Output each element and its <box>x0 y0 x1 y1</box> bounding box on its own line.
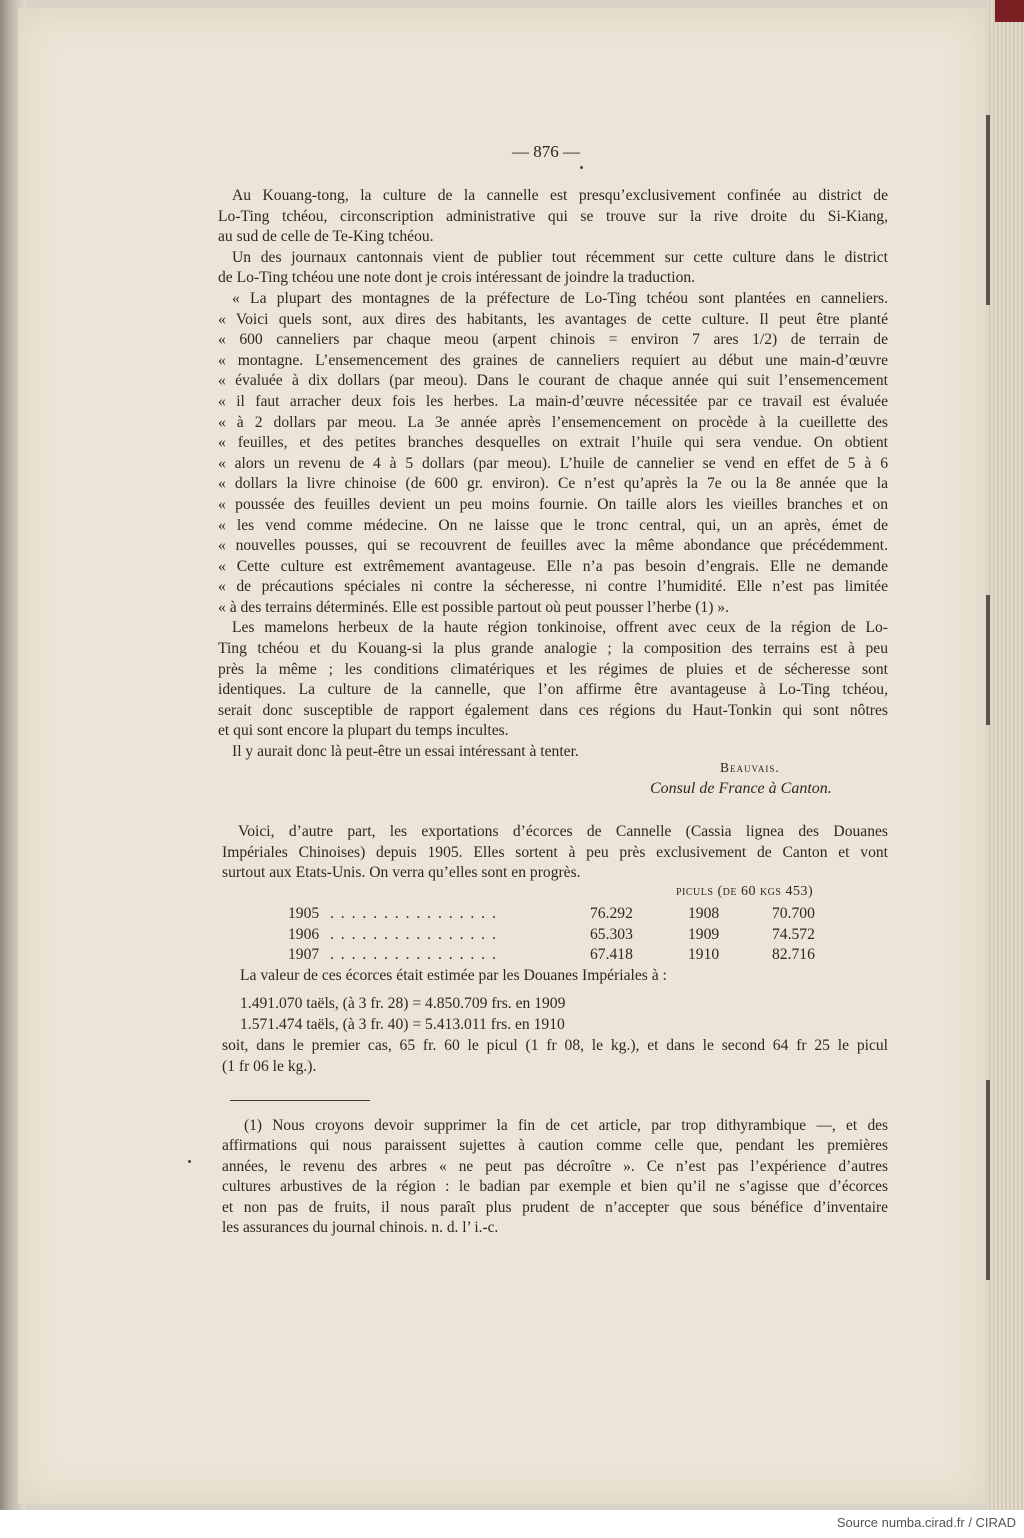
value-line: 1.571.474 taëls, (à 3 fr. 40) = 5.413.011 frs. en 1910 <box>240 1016 565 1033</box>
body-line: « de précautions spéciales ni contre la sécheresse, ni contre l’humidité. Elle n’est pas limitée <box>218 578 888 596</box>
table-year: 1907 <box>288 946 320 963</box>
body-line: « montagne. L’ensemencement des graines de canneliers requiert au début une main-d’œuvre <box>218 351 888 369</box>
body-line: Lo-Ting tchéou, circonscription administrative qui se trouve sur la rive droite du Si-Kiang, <box>218 207 888 225</box>
body-line: « les vend comme médecine. On ne laisse que le tronc central, qui, un an après, émet de <box>218 516 888 534</box>
edge-mark <box>986 595 990 725</box>
body-line: « il faut arracher deux fois les herbes. La main-d’œuvre nécessitée par ce travail est évaluée <box>218 392 888 410</box>
edge-mark <box>986 115 990 305</box>
conclusion-line: (1 fr 06 le kg.). <box>222 1057 317 1075</box>
footnote-line: (1) Nous croyons devoir supprimer la fin de cet article, par trop dithyrambique —, et des <box>244 1117 888 1134</box>
body-line: « à 2 dollars par meou. La 3e année après l’ensemencement on procède à la cueillette des <box>218 413 888 431</box>
table-value: 67.418 <box>590 946 633 963</box>
body-line: « alors un revenu de 4 à 5 dollars (par meou). L’huile de cannelier se vend en effet de 5 à 6 <box>218 454 888 472</box>
table-year: 1905 <box>288 905 320 922</box>
ribbon-marker <box>995 0 1024 22</box>
article-body <box>218 186 888 763</box>
body-line: « Voici quels sont, aux dires des habitants, les avantages de cette culture. Il peut être planté <box>218 310 888 328</box>
footnote <box>222 1116 888 1238</box>
page-number: — 876 — <box>512 142 580 161</box>
table-value: 65.303 <box>590 926 633 943</box>
ink-speck <box>188 1160 191 1163</box>
footnote-rule <box>230 1100 370 1101</box>
table-header: piculs (de 60 kgs 453) <box>676 884 814 899</box>
body-line: Les mamelons herbeux de la haute région tonkinoise, offrent avec ceux de la région de Lo- <box>232 619 888 637</box>
table-year: 1908 <box>688 905 720 922</box>
body-line: identiques. La culture de la cannelle, que l’on affirme être avantageuse à Lo-Ting tchéou, <box>218 681 888 699</box>
exports-line: Voici, d’autre part, les exportations d’écorces de Cannelle (Cassia lignea des Douanes <box>238 823 888 840</box>
signature-title: Consul de France à Canton. <box>650 780 832 797</box>
table-year: 1906 <box>288 926 320 943</box>
footnote-line: cultures arbustives de la région : le badian par exemple et bien qu’il ne s’agisse que d’écorces <box>222 1178 888 1196</box>
body-line: près la même ; les conditions climatériques et les régimes de pluies et de sécheresse sont <box>218 660 888 678</box>
table-leaders: . . . . . . . . . . . . . . . . <box>330 926 498 943</box>
body-line: « nouvelles pousses, qui se recouvrent de feuilles avec la même abondance que précédemment. <box>218 537 888 555</box>
conclusion <box>222 1036 888 1077</box>
table-year: 1910 <box>688 946 720 963</box>
table-value: 76.292 <box>590 905 633 922</box>
body-line: « 600 canneliers par chaque meou (arpent chinois = environ 7 ares 1/2) de terrain de <box>218 331 888 349</box>
exports-line: Impériales Chinoises) depuis 1905. Elles sortent à peu près exclusivement de Canton et vont <box>222 843 888 861</box>
body-line: « à des terrains déterminés. Elle est possible partout où peut pousser l’herbe (1) ». <box>218 598 729 616</box>
table-year: 1909 <box>688 926 720 943</box>
exports-intro <box>222 822 888 884</box>
body-line: serait donc susceptible de rapport également dans ces régions du Haut-Tonkin qui sont nôtres <box>218 701 888 719</box>
body-line: « dollars la livre chinoise (de 600 gr. environ). Ce n’est qu’après la 7e ou la 8e année que la <box>218 475 888 493</box>
table-leaders: . . . . . . . . . . . . . . . . <box>330 946 498 963</box>
body-line: « Cette culture est extrêmement avantageuse. Elle n’a pas besoin d’engrais. Elle ne demande <box>218 557 888 575</box>
body-line: Au Kouang-tong, la culture de la cannelle est presqu’exclusivement confinée au district de <box>232 187 888 204</box>
exports-line: surtout aux Etats-Unis. On verra qu’elles sont en progrès. <box>222 864 581 882</box>
table-leaders: . . . . . . . . . . . . . . . . <box>330 905 498 922</box>
edge-mark <box>986 1080 990 1280</box>
body-line: Un des journaux cantonnais vient de publier tout récemment sur cette culture dans le district <box>232 248 888 266</box>
source-credit: Source numba.cirad.fr / CIRAD <box>836 1515 1016 1530</box>
conclusion-line: soit, dans le premier cas, 65 fr. 60 le picul (1 fr 08, le kg.), et dans le second 64 fr 25 le picul <box>222 1037 888 1054</box>
body-line: « feuilles, et des petites branches desquelles on extrait l’huile qui sera vendue. On obtient <box>218 434 888 452</box>
value-line: 1.491.070 taëls, (à 3 fr. 28) = 4.850.709 frs. en 1909 <box>240 995 566 1012</box>
body-line: et qui sont encore la plupart du temps incultes. <box>218 722 509 740</box>
body-line: « La plupart des montagnes de la préfecture de Lo-Ting tchéou sont plantées en canneliers. <box>232 289 888 307</box>
footnote-line: et non pas de fruits, il nous paraît plus prudent de n’accepter que sous bénéfice d’inventaire <box>222 1198 888 1216</box>
value-sentence: La valeur de ces écorces était estimée par les Douanes Impériales à : <box>240 967 667 984</box>
table-value: 82.716 <box>772 946 815 963</box>
table-value: 74.572 <box>772 926 815 943</box>
body-line: Il y aurait donc là peut-être un essai intéressant à tenter. <box>232 743 579 761</box>
body-line: « évaluée à dix dollars (par meou). Dans le courant de chaque année qui suit l’ensemencement <box>218 372 888 390</box>
signature-name: Beauvais. <box>720 760 780 775</box>
body-line: Ting tchéou et du Kouang-si la plus grande analogie ; la composition des terrains est à peu <box>218 640 888 658</box>
table-value: 70.700 <box>772 905 815 922</box>
page-edges <box>986 0 1024 1510</box>
footnote-line: les assurances du journal chinois. n. d. l’ i.-c. <box>222 1219 499 1237</box>
body-line: « poussée des feuilles devient un peu moins fournie. On taille alors les vieilles branches et on <box>218 495 888 513</box>
footnote-line: années, le revenu des arbres « ne peut pas décroître ». Ce n’est pas l’expérience d’autres <box>222 1157 888 1175</box>
ink-speck <box>580 166 583 169</box>
body-line: au sud de celle de Te-King tchéou. <box>218 228 434 246</box>
footnote-line: affirmations qui nous paraissent sujettes à caution comme celle que, pendant les premières <box>222 1137 888 1155</box>
body-line: de Lo-Ting tchéou une note dont je crois intéressant de joindre la traduction. <box>218 269 696 287</box>
